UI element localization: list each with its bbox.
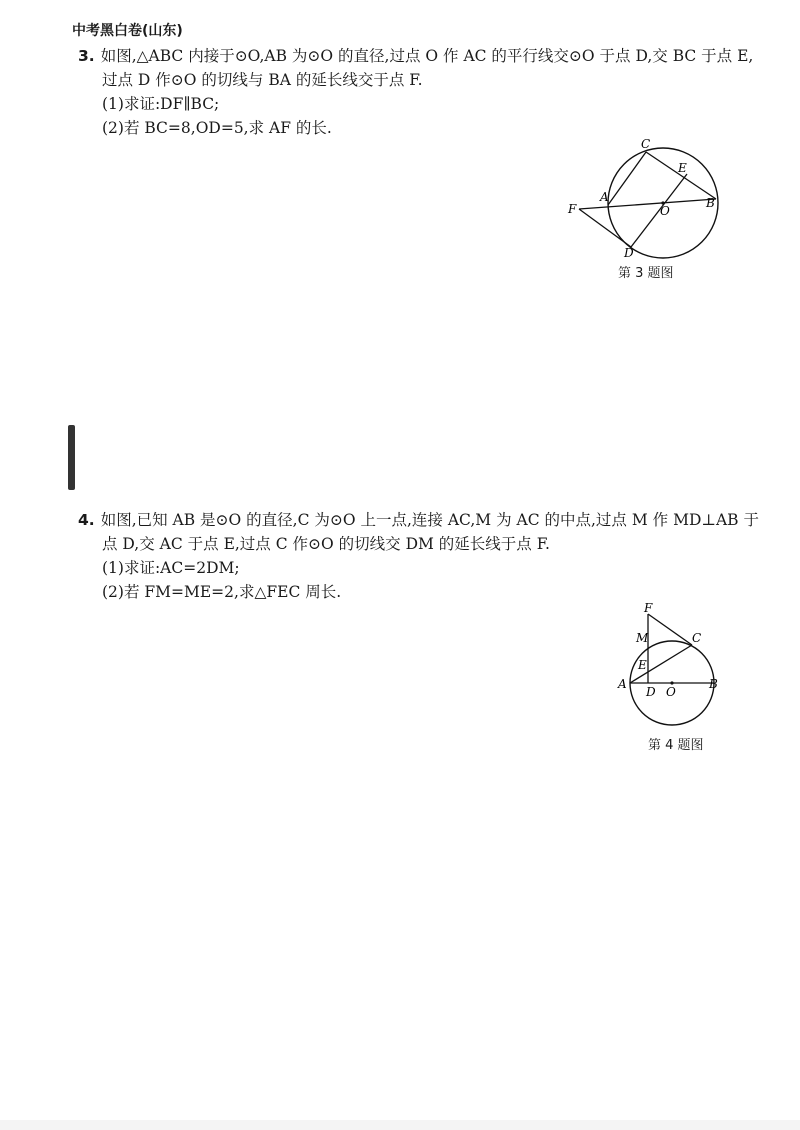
figure-4-diagram	[612, 602, 722, 727]
problem-3	[78, 44, 754, 140]
page-header: 中考黑白卷(山东)	[72, 23, 183, 39]
figure-3	[560, 135, 730, 260]
label-e: E	[638, 658, 647, 672]
label-a: A	[618, 677, 627, 691]
problem-4-line-1	[78, 508, 759, 532]
binding-mark	[68, 425, 75, 490]
problem-3-question-1: (1)求证:DF∥BC;	[102, 95, 220, 113]
label-f: F	[568, 202, 577, 216]
problem-4-line-2: 点 D,交 AC 于点 E,过点 C 作⊙O 的切线交 DM 的延长线于点 F.	[102, 535, 550, 553]
label-e: E	[678, 161, 687, 175]
label-b: B	[706, 196, 715, 210]
problem-4-text-1: 如图,已知 AB 是⊙O 的直径,C 为⊙O 上一点,连接 AC,M 为 AC 的中点,过点 M 作 MD⊥AB 于	[100, 511, 759, 529]
label-c: C	[641, 137, 651, 151]
tangent-fd	[579, 209, 631, 247]
label-a: A	[600, 190, 609, 204]
label-f: F	[644, 602, 653, 615]
page-bottom-edge	[0, 1120, 800, 1130]
label-o: O	[660, 204, 670, 218]
segment-cb	[646, 152, 716, 199]
problem-4-question-2: (2)若 FM=ME=2,求△FEC 周长.	[102, 583, 342, 601]
problem-4-question-1: (1)求证:AC=2DM;	[102, 559, 240, 577]
figure-3-caption: 第 3 题图	[618, 266, 674, 281]
problem-3-line-2: 过点 D 作⊙O 的切线与 BA 的延长线交于点 F.	[102, 71, 423, 89]
problem-4-number: 4.	[78, 511, 95, 529]
label-o: O	[666, 685, 676, 699]
problem-3-question-2: (2)若 BC=8,OD=5,求 AF 的长.	[102, 119, 332, 137]
label-m: M	[636, 631, 649, 645]
label-d: D	[646, 685, 656, 699]
figure-3-diagram	[560, 135, 730, 260]
figure-4	[612, 602, 722, 727]
label-c: C	[692, 631, 702, 645]
problem-3-line-1	[78, 44, 754, 68]
label-d: D	[624, 246, 634, 260]
label-b: B	[709, 677, 718, 691]
segment-de	[631, 174, 687, 247]
figure-4-caption: 第 4 题图	[648, 738, 704, 753]
problem-4	[78, 508, 759, 604]
problem-3-text-1: 如图,△ABC 内接于⊙O,AB 为⊙O 的直径,过点 O 作 AC 的平行线交⊙O 于点 D,交 BC 于点 E,	[100, 47, 754, 65]
problem-3-number: 3.	[78, 47, 95, 65]
